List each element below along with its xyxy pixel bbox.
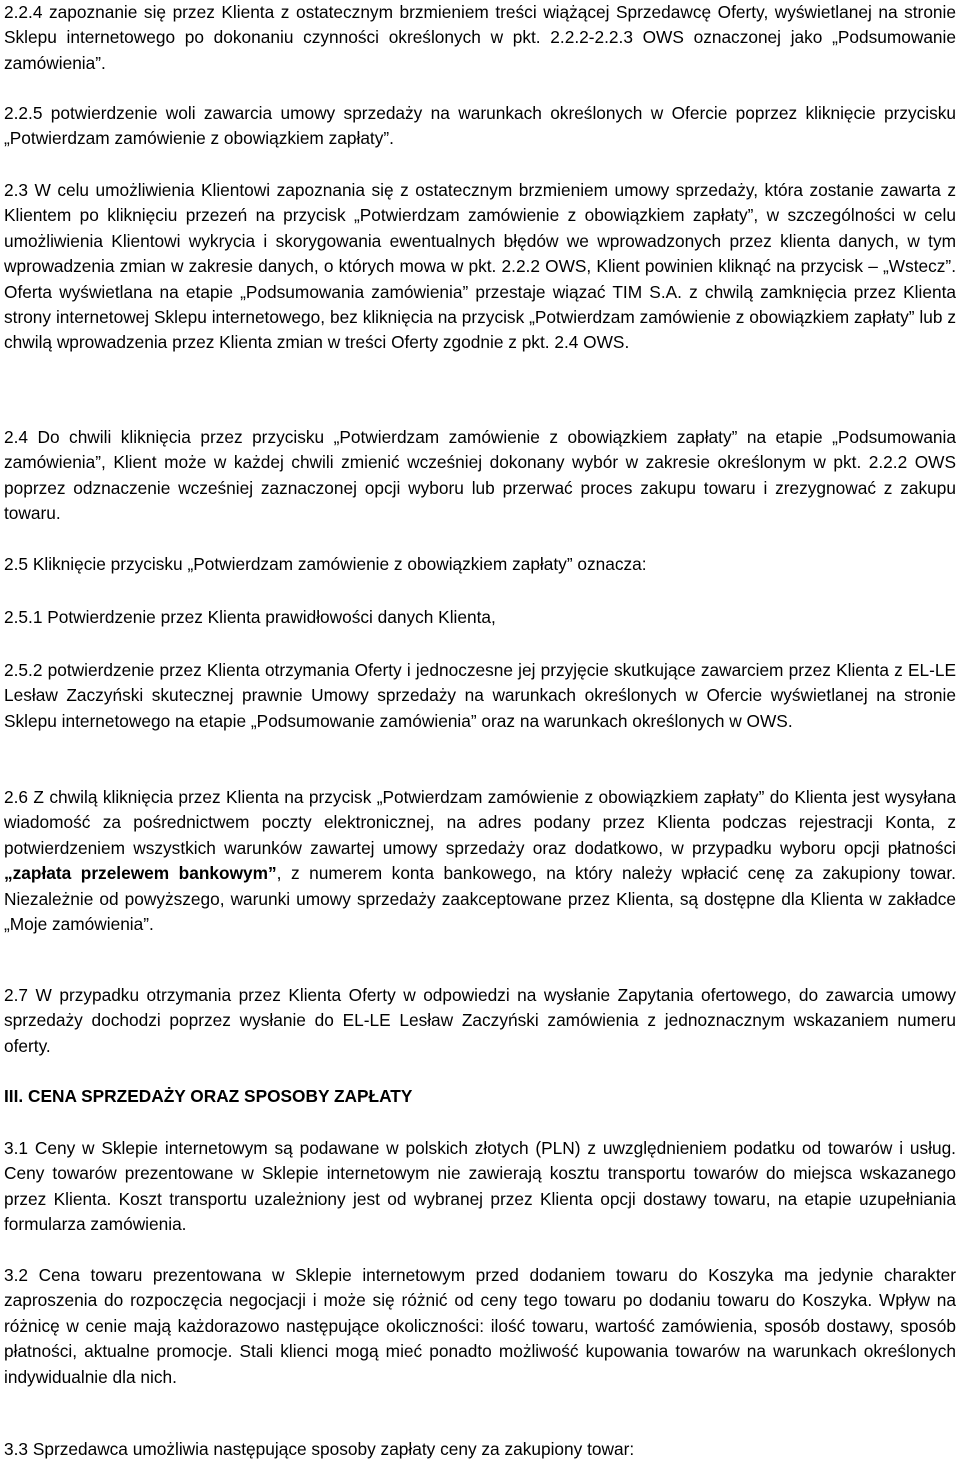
paragraph-3-2: 3.2 Cena towaru prezentowana w Sklepie internetowym przed dodaniem towaru do Koszyka ma jedynie charakter zaproszenia do rozpoczęcia negocjacji i może się różnić od ceny tego towaru po dodaniu towaru do Koszyka. Wpływ na różnicę w cenie mają każdorazowo następujące okoliczności: ilość towaru, wartość zamówienia, sposób dostawy, sposób płatności, aktualne promocje. Stali klienci mogą mieć ponadto możliwość kupowania towarów na warunkach określonych indywidualnie dla nich. (4, 1265, 956, 1387)
paragraph-2-6-text-end: , z numerem konta bankowego, na który należy wpłacić cenę za zakupiony towar. Niezależnie od powyższego, warunki umowy sprzedaży zaakceptowane przez Klienta, są dostępne dla Klienta w zakładce „Moje zamówienia”. (4, 863, 956, 935)
paragraph-2-5-2: 2.5.2 potwierdzenie przez Klienta otrzymania Oferty i jednoczesne jej przyjęcie skutkujące zawarciem przez Klienta z EL-LE Lesław Zaczyński skutecznej prawnie Umowy sprzedaży na warunkach określonych w Ofercie wyświetlanej na stronie Sklepu internetowego na etapie „Podsumowanie zamówienia” oraz na warunkach określonych w OWS. (4, 660, 956, 731)
paragraph-3-3: 3.3 Sprzedawca umożliwia następujące sposoby zapłaty ceny za zakupiony towar: (4, 1439, 635, 1459)
payment-option-bank-transfer: „zapłata przelewem bankowym” (4, 863, 277, 884)
paragraph-2-2-5: 2.2.5 potwierdzenie woli zawarcia umowy sprzedaży na warunkach określonych w Ofercie poprzez kliknięcie przycisku „Potwierdzam zamówienie z obowiązkiem zapłaty”. (4, 103, 956, 149)
paragraph-2-4: 2.4 Do chwili kliknięcia przez przycisku „Potwierdzam zamówienie z obowiązkiem zapłaty” na etapie „Podsumowania zamówienia”, Klient może w każdej chwili zmienić wcześniej dokonany wybór w zakresie określonym w pkt. 2.2.2 OWS poprzez odznaczenie wcześniej zaznaczonej opcji wyboru lub przerwać proces zakupu towaru i zrezygnować z zakupu towaru. (4, 427, 956, 524)
paragraph-2-6-text-start: 2.6 Z chwilą kliknięcia przez Klienta na przycisk „Potwierdzam zamówienie z obowiązkiem zapłaty” do Klienta jest wysyłana wiadomość za pośrednictwem poczty elektronicznej, na adres podany przez Klienta podczas rejestracji Konta, z potwierdzeniem wszystkich warunków zawartej umowy sprzedaży oraz dodatkowo, w przypadku wyboru opcji płatności (4, 787, 956, 858)
paragraph-2-5-1: 2.5.1 Potwierdzenie przez Klienta prawidłowości danych Klienta, (4, 607, 496, 627)
section-heading-cena: III. CENA SPRZEDAŻY ORAZ SPOSOBY ZAPŁATY (4, 1086, 413, 1106)
paragraph-2-7: 2.7 W przypadku otrzymania przez Klienta Oferty w odpowiedzi na wysłanie Zapytania ofertowego, do zawarcia umowy sprzedaży dochodzi poprzez wysłanie do EL-LE Lesław Zaczyński zamówienia z jednoznacznym wskazaniem numeru oferty. (4, 985, 956, 1056)
paragraph-2-5: 2.5 Kliknięcie przycisku „Potwierdzam zamówienie z obowiązkiem zapłaty” oznacza: (4, 554, 647, 574)
paragraph-2-2-4: 2.2.4 zapoznanie się przez Klienta z ostatecznym brzmieniem treści wiążącej Sprzedawcę Oferty, wyświetlanej na stronie Sklepu internetowego po dokonaniu czynności określonych w pkt. 2.2.2-2.2.3 OWS oznaczonej jako „Podsumowanie zamówienia”. (4, 2, 956, 73)
paragraph-3-1: 3.1 Ceny w Sklepie internetowym są podawane w polskich złotych (PLN) z uwzględnieniem podatku od towarów i usług. Ceny towarów prezentowane w Sklepie internetowym nie zawierają kosztu transportu towarów do miejsca wskazanego przez Klienta. Koszt transportu uzależniony jest od wybranej przez Klienta opcji dostawy towaru, na etapie uzupełniania formularza zamówienia. (4, 1138, 956, 1235)
paragraph-2-3: 2.3 W celu umożliwienia Klientowi zapoznania się z ostatecznym brzmieniem umowy sprzedaży, która zostanie zawarta z Klientem po kliknięciu przezeń na przycisk „Potwierdzam zamówienie z obowiązkiem zapłaty”, w szczególności w celu umożliwienia Klientowi wykrycia i skorygowania ewentualnych błędów we wprowadzonych przez klienta danych, w tym wprowadzenia zmian w zakresie danych, o których mowa w pkt. 2.2.2 OWS, Klient powinien kliknąć na przycisk – „Wstecz”. Oferta wyświetlana na etapie „Podsumowania zamówienia” przestaje wiązać TIM S.A. z chwilą zamknięcia przez Klienta strony internetowej Sklepu internetowego, bez kliknięcia na przycisk „Potwierdzam zamówienie z obowiązkiem zapłaty” lub z chwilą wprowadzenia przez Klienta zmian w treści Oferty zgodnie z pkt. 2.4 OWS. (4, 180, 956, 353)
paragraph-2-6 (4, 785, 956, 937)
